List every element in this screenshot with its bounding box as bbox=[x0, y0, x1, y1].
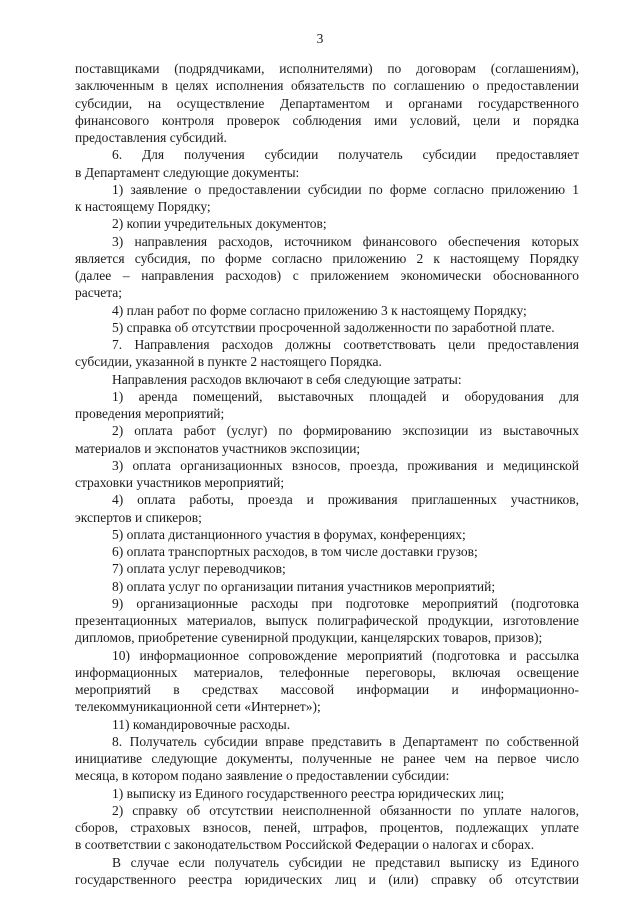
text-line: 8) оплата услуг по организации питания участников мероприятий; bbox=[112, 578, 496, 594]
text-line: месяца, в котором подано заявление о предоставлении субсидии: bbox=[75, 768, 450, 784]
text-line: 11) командировочные расходы. bbox=[112, 716, 291, 732]
text-line: государственного реестра юридических лиц и (или) справку об отсутствии bbox=[75, 871, 579, 887]
text-line: 8. Получатель субсидии вправе представить в Департамент по собственной bbox=[112, 733, 579, 749]
text-line: страховки участников мероприятий; bbox=[75, 475, 285, 490]
text-line: 2) оплата работ (услуг) по формированию экспозиции из выставочных bbox=[112, 423, 579, 439]
text-line: заключенным в целях исполнения обязательств по соглашению о предоставлении bbox=[75, 78, 579, 94]
text-line: является субсидия, по форме согласно приложению 2 к настоящему Порядку bbox=[75, 250, 579, 266]
text-line: инициативе следующие документы, полученные не ранее чем на первое число bbox=[75, 751, 579, 766]
text-line: 10) информационное сопровождение мероприятий (подготовка и рассылка bbox=[112, 647, 579, 663]
text-line: расчета; bbox=[75, 285, 123, 301]
text-line: 4) оплата работы, проезда и проживания приглашенных участников, bbox=[112, 492, 579, 508]
text-line: экспертов и спикеров; bbox=[75, 509, 202, 525]
text-line: 6. Для получения субсидии получатель субсидии предоставляет bbox=[112, 147, 579, 163]
text-line: предоставления субсидий. bbox=[75, 130, 227, 145]
text-line: 7. Направления расходов должны соответствовать цели предоставления bbox=[112, 337, 579, 352]
text-line: презентационных материалов, выпуск полиграфической продукции, изготовление bbox=[75, 613, 579, 628]
text-line: 1) выписку из Единого государственного реестра юридических лиц; bbox=[112, 785, 505, 801]
text-line: в соответствии с законодательством Российской Федерации о налогах и сборах. bbox=[75, 837, 535, 853]
text-line: 1) заявление о предоставлении субсидии по форме согласно приложению 1 bbox=[112, 181, 579, 197]
text-line: 6) оплата транспортных расходов, в том числе доставки грузов; bbox=[112, 544, 478, 559]
text-line: телекоммуникационной сети «Интернет»); bbox=[75, 699, 321, 715]
text-line: субсидии, на осуществление Департаментом и органами государственного bbox=[75, 95, 579, 111]
text-line: субсидии, указанной в пункте 2 настоящего Порядка. bbox=[75, 354, 382, 370]
text-line: 5) справка об отсутствии просроченной задолженности по заработной плате. bbox=[112, 319, 555, 335]
text-line: мероприятий в средствах массовой информации и информационно- bbox=[75, 682, 579, 697]
page-number: 3 bbox=[316, 31, 324, 46]
text-line: финансового контроля проверок соблюдения ими условий, цели и порядка bbox=[75, 112, 579, 128]
text-line: материалов и экспонатов участников экспозиции; bbox=[75, 440, 361, 456]
text-line: дипломов, приобретение сувенирной продукции, канцелярских товаров, призов); bbox=[75, 630, 543, 646]
text-line: В случае если получатель субсидии не представил выписку из Единого bbox=[112, 854, 579, 870]
text-line: 2) справку об отсутствии неисполненной обязанности по уплате налогов, bbox=[112, 802, 579, 818]
text-line: 3) оплата организационных взносов, проезда, проживания и медицинской bbox=[112, 457, 579, 473]
text-line: 4) план работ по форме согласно приложению 3 к настоящему Порядку; bbox=[112, 302, 527, 318]
text-line: в Департамент следующие документы: bbox=[75, 164, 300, 180]
text-line: 5) оплата дистанционного участия в форумах, конференциях; bbox=[112, 526, 466, 542]
text-line: 9) организационные расходы при подготовке мероприятий (подготовка bbox=[112, 595, 579, 611]
text-line: сборов, страховых взносов, пеней, штрафов, процентов, подлежащих уплате bbox=[75, 820, 579, 835]
text-line: поставщиками (подрядчиками, исполнителями) по договорам (соглашениям), bbox=[75, 61, 579, 76]
text-line: 3) направления расходов, источником финансового обеспечения которых bbox=[112, 233, 579, 249]
text-line: 2) копии учредительных документов; bbox=[112, 216, 327, 232]
text-line: Направления расходов включают в себя следующие затраты: bbox=[112, 371, 462, 387]
document-body bbox=[75, 60, 579, 888]
text-line: к настоящему Порядку; bbox=[75, 199, 211, 214]
text-line: информационных материалов, телефонные переговоры, включая освещение bbox=[75, 664, 579, 680]
text-line: проведения мероприятий; bbox=[75, 406, 225, 421]
text-line: (далее – направления расходов) с приложением экономически обоснованного bbox=[75, 268, 579, 283]
text-line: 1) аренда помещений, выставочных площадей и оборудования для bbox=[112, 388, 579, 404]
text-line: 7) оплата услуг переводчиков; bbox=[112, 561, 286, 577]
